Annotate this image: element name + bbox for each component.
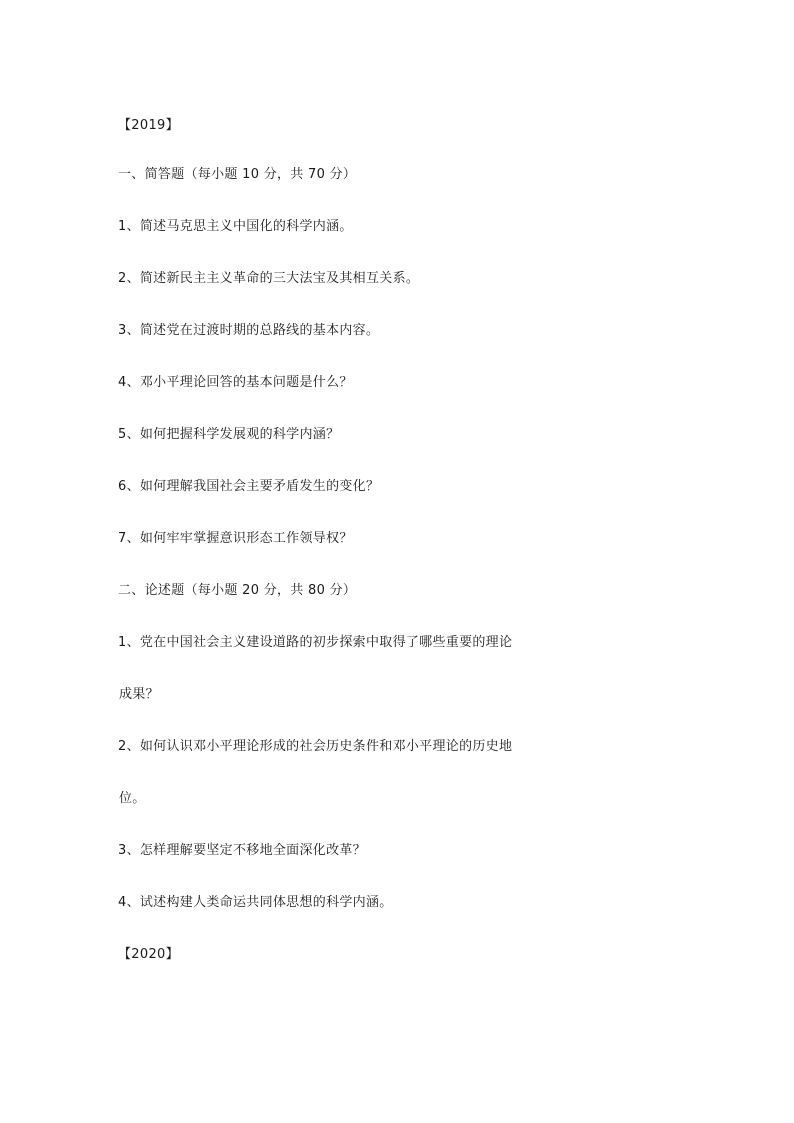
question-1-2: 2、简述新民主主义革命的三大法宝及其相互关系。 xyxy=(118,271,420,286)
year-heading-2020: 【2020】 xyxy=(118,947,179,962)
question-1-7: 7、如何牢牢掌握意识形态工作领导权？ xyxy=(118,531,353,546)
question-2-2-line-2: 位。 xyxy=(119,791,146,806)
question-1-1: 1、简述马克思主义中国化的科学内涵。 xyxy=(118,219,353,234)
year-heading-2019: 【2019】 xyxy=(118,118,179,133)
section-heading-essay: 二、论述题（每小题 20 分，共 80 分） xyxy=(118,583,357,598)
section-heading-short-answer: 一、简答题（每小题 10 分，共 70 分） xyxy=(118,167,357,182)
question-1-3: 3、简述党在过渡时期的总路线的基本内容。 xyxy=(118,323,380,338)
question-2-4: 4、试述构建人类命运共同体思想的科学内涵。 xyxy=(118,895,393,910)
question-1-5: 5、如何把握科学发展观的科学内涵？ xyxy=(118,427,340,442)
question-2-2-line-1: 2、如何认识邓小平理论形成的社会历史条件和邓小平理论的历史地 xyxy=(118,739,513,754)
question-1-4: 4、邓小平理论回答的基本问题是什么？ xyxy=(118,375,353,390)
question-2-3: 3、怎样理解要坚定不移地全面深化改革？ xyxy=(118,843,366,858)
question-2-1-line-2: 成果？ xyxy=(119,687,159,702)
question-2-1-line-1: 1、党在中国社会主义建设道路的初步探索中取得了哪些重要的理论 xyxy=(118,635,513,650)
question-1-6: 6、如何理解我国社会主要矛盾发生的变化？ xyxy=(118,479,380,494)
